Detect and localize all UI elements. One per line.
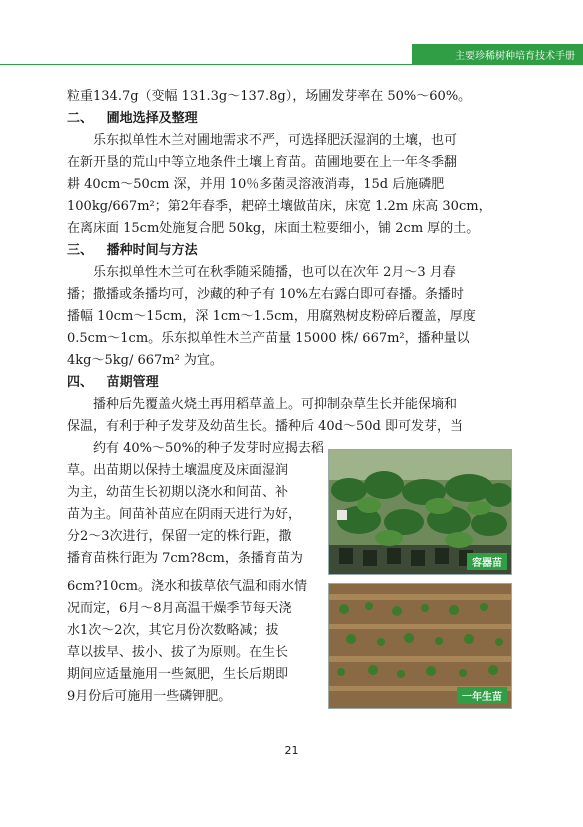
one-year-seedling-photo xyxy=(328,583,512,709)
paragraph-line: 乐东拟单性木兰对圃地需求不严，可选择肥沃湿润的土壤，也可 xyxy=(93,133,458,148)
section-number: 四、 xyxy=(67,375,94,390)
section-number: 三、 xyxy=(67,243,94,258)
paragraph-line: 耕 40cm～50cm 深，并用 10％多菌灵溶液消毒，15d 后施磷肥 xyxy=(67,177,445,192)
section-heading-2 xyxy=(67,108,507,130)
container-seedling-photo xyxy=(328,449,512,575)
paragraph-line: 0.5cm～1cm。乐东拟单性木兰产苗量 15000 株/ 667m²，播种量以 xyxy=(67,331,470,346)
paragraph-line: 在离床面 15cm处施复合肥 50kg，床面土粒要细小，铺 2cm 厚的土。 xyxy=(67,221,480,236)
paragraph-line: 分2～3次进行，保留一定的株行距，撒 xyxy=(67,529,292,544)
paragraph-line: 播种后先覆盖火烧土再用稻草盖上。可抑制杂草生长并能保墒和 xyxy=(93,397,458,412)
paragraph-line: 100kg/667m²；第2年春季，耙碎土壤做苗床，床宽 1.2m 床高 30cm， xyxy=(67,199,492,214)
paragraph-line: 保温，有利于种子发芽及幼苗生长。播种后 40d～50d 即可发芽，当 xyxy=(67,419,463,434)
paragraph-line: 播幅 10cm～15cm，深 1cm～1.5cm，用腐熟树皮粉碎后覆盖，厚度 xyxy=(67,309,476,324)
paragraph-line: 约有 40%～50%的种子发芽时应揭去稻 xyxy=(93,441,324,456)
section-title: 苗期管理 xyxy=(106,375,159,390)
paragraph-line: 水1次～2次，其它月份次数略减；拔 xyxy=(67,623,279,638)
running-header-title: 主要珍稀树种培育技术手册 xyxy=(455,51,575,62)
one-year-seedling-label: 一年生苗 xyxy=(457,687,507,704)
paragraph-line: 苗为主。间苗补苗应在阴雨天进行为好， xyxy=(67,507,302,522)
container-seedling-label: 容器苗 xyxy=(467,553,507,570)
section-title: 播种时间与方法 xyxy=(106,243,198,258)
paragraph-line: 4kg～5kg/ 667m² 为宜。 xyxy=(67,353,223,368)
paragraph-line: 期间应适量施用一些氮肥，生长后期即 xyxy=(67,667,289,682)
paragraph-line: 草以拔早、拔小、拔了为原则。在生长 xyxy=(67,645,289,660)
section-heading-4 xyxy=(67,372,507,394)
paragraph-line: 乐东拟单性木兰可在秋季随采随播，也可以在次年 2月～3 月春 xyxy=(93,265,456,280)
section-title: 圃地选择及整理 xyxy=(106,111,198,126)
paragraph-line: 6cm?10cm。浇水和拔草依气温和雨水情 xyxy=(67,579,307,594)
section-heading-3 xyxy=(67,240,507,262)
paragraph-line: 播育苗株行距为 7cm?8cm，条播育苗为 xyxy=(67,551,303,566)
section-number: 二、 xyxy=(67,111,94,126)
paragraph-line: 粒重134.7g（变幅 131.3g～137.8g），场圃发芽率在 50%～60%。 xyxy=(67,89,472,104)
header-rule xyxy=(0,64,583,65)
paragraph-line: 在新开垦的荒山中等立地条件土壤上育苗。苗圃地要在上一年冬季翻 xyxy=(67,155,458,170)
paragraph-line: 况而定，6月～8月高温干燥季节每天浇 xyxy=(67,601,292,616)
paragraph-line: 播；撒播或条播均可，沙藏的种子有 10%左右露白即可春播。条播时 xyxy=(67,287,465,302)
page-number: 21 xyxy=(284,744,299,757)
running-header xyxy=(412,44,583,64)
paragraph-line: 为主，幼苗生长初期以浇水和间苗、补 xyxy=(67,485,289,500)
paragraph-line: 9月份后可施用一些磷钾肥。 xyxy=(67,689,232,704)
paragraph-line: 草。出苗期以保持土壤温度及床面湿润 xyxy=(67,463,289,478)
